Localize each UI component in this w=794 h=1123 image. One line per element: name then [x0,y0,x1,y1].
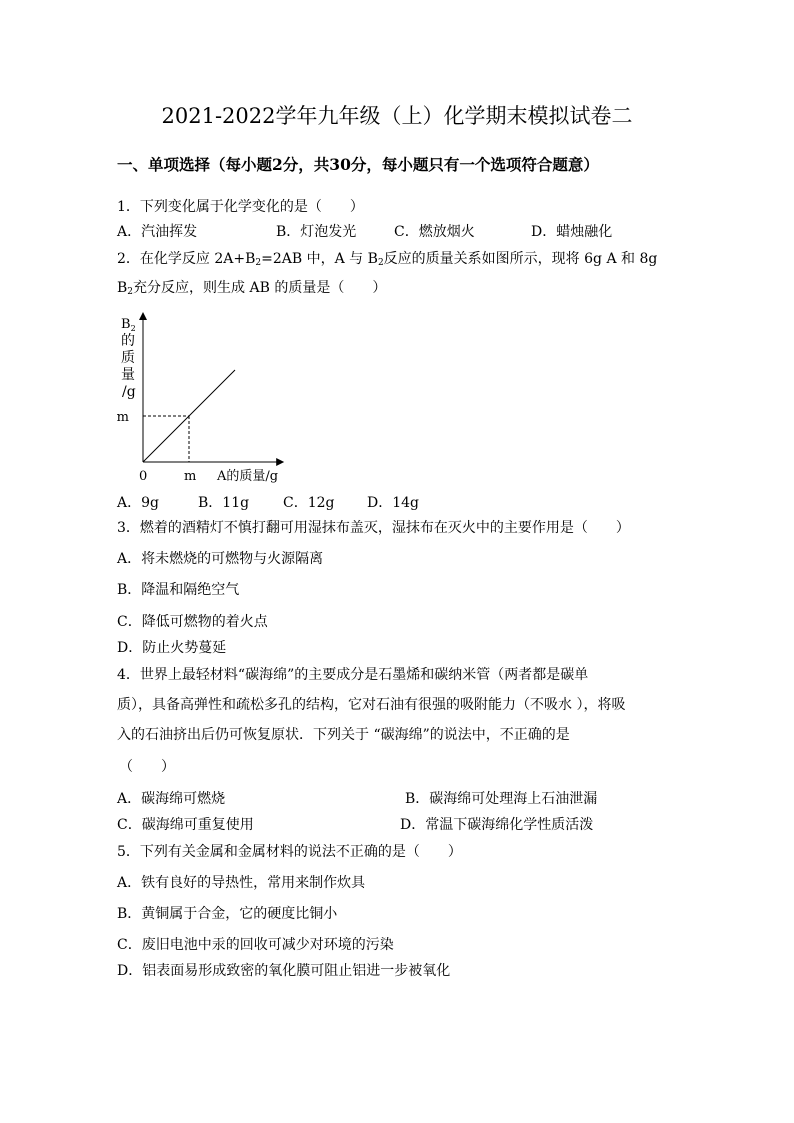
q1-option-d: D．蜡烛融化 [531,224,613,240]
q5-option-b: B．黄铜属于合金，它的硬度比铜小 [117,906,338,922]
q3-option-a: A．将未燃烧的可燃物与火源隔离 [117,551,324,567]
q2-stem-line1: 2．在化学反应 $2A+B_2=2AB$ 中，A 与 $B_2$反应的质量关系如图所示，现将 6g A 和 8g [117,251,658,268]
y-axis-label-char: 量 [121,367,135,383]
q2-option-b: B．11g [198,495,250,511]
y-axis-label-char: 质 [121,350,135,366]
x-tick-label: m [184,469,197,484]
y-axis-label-char: 的 [121,333,135,349]
q1-option-a: A．汽油挥发 [117,224,198,240]
q1-stem: 1．下列变化属于化学变化的是（ ） [117,199,364,215]
q3-option-c: C．降低可燃物的着火点 [117,614,268,630]
q4-stem-line2: 质），具备高弹性和疏松多孔的结构，它对石油有很强的吸附能力（不吸水 ），将吸 [117,697,626,713]
x-axis-arrow [276,458,284,466]
q4-option-c: C．碳海绵可重复使用 [117,817,254,833]
q4-option-a: A．碳海绵可燃烧 [117,791,226,807]
y-axis-label-symbol: $B_2$ [121,317,136,333]
q2-option-c: C．12g [283,495,335,511]
q4-stem-line3: 入的石油挤出后仍可恢复原状．下列关于 “碳海绵”的说法中，不正确的是 [117,727,570,743]
q5-option-a: A．铁有良好的导热性，常用来制作炊具 [117,875,366,891]
q3-option-d: D．防止火势蔓延 [117,640,227,656]
y-tick-label: m [116,410,129,425]
q4-option-d: D．常温下碳海绵化学性质活泼 [400,817,594,833]
q3-stem: 3．燃着的酒精灯不慎打翻可用湿抹布盖灭，湿抹布在灭火中的主要作用是（ ） [117,520,630,536]
q5-option-c: C．废旧电池中汞的回收可减少对环境的污染 [117,937,394,953]
q4-stem-line1: 4．世界上最轻材料“碳海绵”的主要成分是石墨烯和碳纳米管（两者都是碳单 [117,667,589,683]
y-axis-label-char: /g [122,384,136,400]
x-axis-label: A的质量/g [217,469,279,484]
origin-label: 0 [139,469,148,484]
y-axis-arrow [139,312,147,320]
q4-option-b: B．碳海绵可处理海上石油泄漏 [405,791,598,807]
q3-option-b: B．降温和隔绝空气 [117,582,240,598]
mass-relation-chart [112,310,302,490]
q2-option-a: A．9g [117,495,159,511]
q5-stem: 5．下列有关金属和金属材料的说法不正确的是（ ） [117,844,462,860]
q1-option-b: B．灯泡发光 [276,224,357,240]
q4-stem-line4: （ ） [119,759,175,775]
q2-option-d: D．14g [367,495,420,511]
page-title: 2021-2022学年九年级（上）化学期末模拟试卷二 [161,104,633,128]
q1-option-c: C．燃放烟火 [394,224,475,240]
section-heading: 一、单项选择（每小题2分，共30分，每小题只有一个选项符合题意） [117,155,599,174]
q5-option-d: D．铝表面易形成致密的氧化膜可阻止铝进一步被氧化 [117,963,451,979]
q2-stem-line2: $B_2$充分反应，则生成 AB 的质量是（ ） [117,280,387,297]
